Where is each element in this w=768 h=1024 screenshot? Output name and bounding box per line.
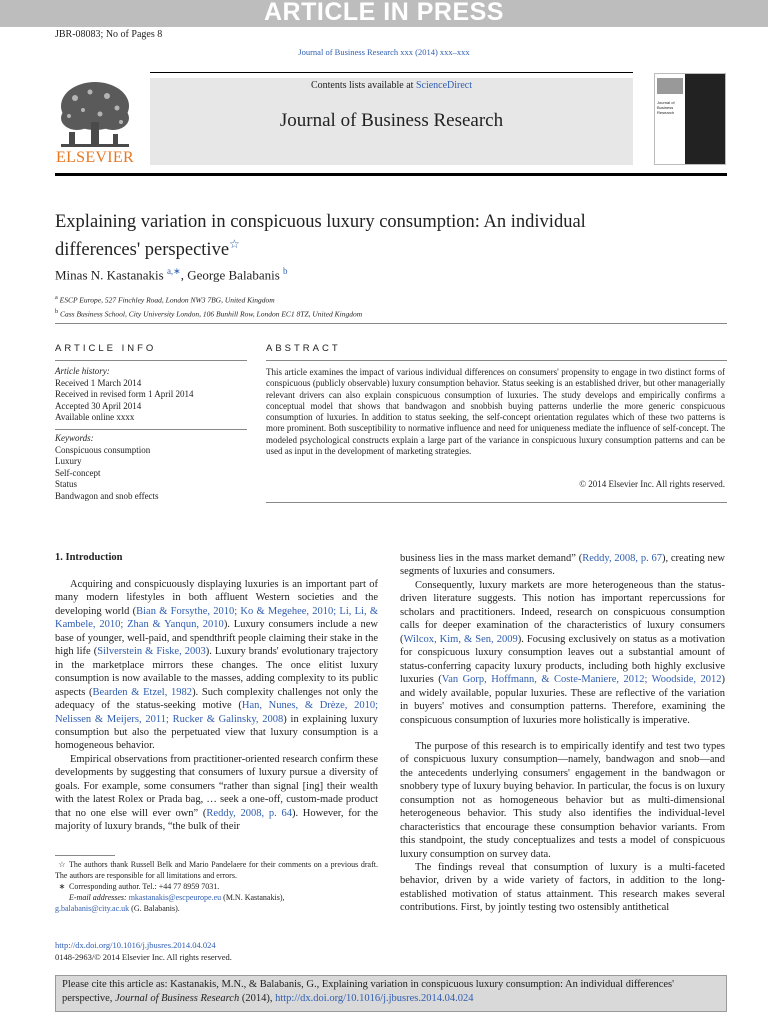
article-title bbox=[55, 211, 727, 261]
citation-link[interactable]: Wilcox, Kim, & Sen, 2009 bbox=[403, 633, 518, 645]
footnotes: ☆ The authors thank Russell Belk and Mario Pandelaere for their comments on a previous draft. The authors are responsible for all limitations and errors. ∗ Corresponding author. Tel.: +44 77 8959 7031. E-mail addresses: mkastanakis@escpeurope.eu (M.N. Kastanakis), g.balabanis@city.ac.uk (G. Balabanis). bbox=[55, 860, 378, 913]
right-paragraph-0: business lies in the mass market demand” (Reddy, 2008, p. 67), creating new segments of luxuries and consumers. bbox=[400, 553, 725, 578]
issn-line: 0148-2963/© 2014 Elsevier Inc. All rights reserved. bbox=[55, 952, 232, 962]
affil-a-mark: a bbox=[55, 294, 58, 301]
right-paragraph-3: The findings reveal that consumption of luxury is a multi-faceted behavior, driven by a wide variety of factors, in addition to the long-established motivation of status attainment. This research makes several contributions. First, by jointly testing two ostensibly antithetical bbox=[400, 862, 725, 914]
citation-link[interactable]: Han, Nunes, & Drèze, 2010; Nelissen & Meijers, 2011; Rucker & Galinsky, 2008 bbox=[55, 700, 378, 725]
banner-text: ARTICLE IN PRESS bbox=[264, 0, 504, 26]
abstract-text: This article examines the impact of various individual differences on consumers' propensity to engage in two distinct forms of conspicuous (publicly observable) luxury consumption behavior. Status seeking is an established driver, but other managerially relevant drivers can also explain conspicuous consumption of luxuries. The study develops and empirically confirms a conceptual model that shows that bandwagon and snobbish buying patterns underlie the more generic conspicuous consumption of luxuries. In addition to status seeking, the self-concept orientation regulates which of these two patterns is more prominent. Both susceptibility to normative influence and need for uniqueness mediate the influence of self-concept. The modeled psychological constructs explain a large part of the variance in conspicuous luxury consumption patterns and can be used as input in the development of marketing strategies. bbox=[266, 367, 725, 457]
acknowledgement-note: The authors thank Russell Belk and Mario Pandelaere for their comments on a previous draft. The authors are responsible for all limitations and errors. bbox=[55, 860, 378, 880]
citation-link[interactable]: Van Gorp, Hoffmann, & Coste-Maniere, 2012; Woodside, 2012 bbox=[441, 674, 722, 686]
history-accepted: Accepted 30 April 2014 bbox=[55, 400, 142, 411]
citation-link[interactable]: Reddy, 2008, p. 67 bbox=[582, 553, 662, 564]
affiliation-a: ESCP Europe, 527 Finchley Road, London NW3 7BG, United Kingdom bbox=[59, 295, 275, 305]
affiliations bbox=[55, 292, 362, 319]
abstract-label: ABSTRACT bbox=[266, 343, 341, 354]
email-link-kastanakis[interactable]: mkastanakis@escpeurope.eu bbox=[128, 893, 222, 902]
doi-link[interactable]: http://dx.doi.org/10.1016/j.jbusres.2014.04.024 bbox=[55, 940, 216, 950]
email-link-balabanis[interactable]: g.balabanis@city.ac.uk bbox=[55, 904, 130, 913]
title-footnote-star-icon[interactable]: ☆ bbox=[229, 237, 240, 251]
right-paragraph-1: Consequently, luxury markets are more heterogeneous than the status-driven literature suggests. This notion has important repercussions for scholars and practitioners. Indeed, research on conspicuous consumption calls for deeper examination of the characteristics of luxury consumers (Wilcox, Kim, & Sen, 2009). Focusing exclusively on status as a motivation for conspicuous luxury consumption leaves out a substantial amount of status-conferring capacity luxury products, including both highly exclusive luxuries (Van Gorp, Hoffmann, & Coste-Maniere, 2012; Woodside, 2012) and widely available, popular luxuries. These are reflective of the variation in buyers' motives and consumption patterns. Therefore, examining the conspicuous consumption of luxuries more holistically is imperative. bbox=[400, 580, 725, 726]
author-separator: , bbox=[180, 267, 188, 283]
keyword-item: Bandwagon and snob effects bbox=[55, 490, 159, 501]
history-label: Article history: bbox=[55, 366, 110, 376]
author-balabanis: George Balabanis bbox=[187, 267, 284, 283]
title-line-2: differences' perspective bbox=[55, 240, 230, 261]
sciencedirect-link[interactable]: ScienceDirect bbox=[415, 80, 473, 91]
keyword-item: Status bbox=[55, 479, 78, 489]
cover-dark-panel bbox=[685, 74, 725, 164]
citation-link[interactable]: Bian & Forsythe, 2010; Ko & Megehee, 2010; Li, Li, & Kambele, 2010; Zhan & Yanqun, 2010 bbox=[55, 605, 378, 631]
abstract-rule bbox=[266, 360, 727, 361]
footnote-star-icon: ☆ bbox=[58, 860, 66, 869]
section-heading-introduction: 1. Introduction bbox=[55, 552, 123, 563]
cover-image bbox=[657, 78, 683, 94]
jbr-id: JBR-08083; No of Pages 8 bbox=[55, 29, 163, 40]
author-kastanakis: Minas N. Kastanakis bbox=[55, 267, 167, 283]
author1-affil-mark[interactable]: a,∗ bbox=[166, 266, 181, 276]
contents-line bbox=[150, 80, 633, 91]
cover-title: Journal of Business Research bbox=[657, 100, 675, 115]
author2-affil-mark[interactable]: b bbox=[283, 266, 288, 276]
keyword-item: Luxury bbox=[55, 456, 82, 466]
author-line bbox=[55, 266, 288, 283]
journal-title: Journal of Business Research bbox=[279, 110, 504, 131]
affil-b-mark: b bbox=[55, 307, 59, 315]
journal-citation-link[interactable]: Journal of Business Research xxx (2014) xxx–xxx bbox=[298, 47, 470, 57]
history-revised: Received in revised form 1 April 2014 bbox=[55, 389, 194, 399]
citation-link[interactable]: Reddy, 2008, p. 64 bbox=[206, 807, 292, 819]
affiliation-b: Cass Business School, City University London, 106 Bunhill Row, London EC1 8TZ, United Kingdom bbox=[60, 309, 363, 318]
citation-link[interactable]: Bearden & Etzel, 1982 bbox=[92, 686, 193, 698]
right-paragraph-2: The purpose of this research is to empirically identify and test two types of conspicuous luxury consumption—namely, bandwagon and snob—and the antecedents underlying consumers' engagement in the bandwagon or snobbery type of luxury buying behavior. In particular, the focus is on luxury consumption not as homogeneous behavior but as multi-dimensional heterogeneous behavior. This study also identifies the individual-level characteristics that encourage these consumption behavior variants. From this standpoint, the study conceptualizes and tests a model of conspicuous luxury consumption on survey data. bbox=[400, 741, 725, 860]
intro-paragraph-1: Acquiring and conspicuously displaying luxuries is an important part of many modern lifestyles in both affluent Western societies and the developing world (Bian & Forsythe, 2010; Ko & Megehee, 2010; Li, Li, & Kambele, 2010; Zhan & Yanqun, 2010). Luxury consumers include a new base of younger, well-paid, and spendthrift people claiming their stake in the high life (Silverstein & Fiske, 2003). Luxury brands' evolutionary trajectory in the marketplace mirrors these changes. The once elitist luxury consumption is now available to the masses, adding complexity to its public aspects (Bearden & Etzel, 1982). Such complexity challenges not only the adequacy of the status-seeking motive (Han, Nunes, & Drèze, 2010; Nelissen & Meijers, 2011; Rucker & Galinsky, 2008) in explaining luxury consumption but also the perpetuated view that luxury consumption is a homogeneous behavior. bbox=[55, 579, 379, 752]
header-bottom-rule bbox=[55, 173, 727, 176]
keywords-block bbox=[55, 433, 247, 502]
footnote-rule bbox=[55, 855, 115, 856]
keyword-item: Self-concept bbox=[55, 467, 101, 478]
affil-rule bbox=[55, 323, 727, 324]
abstract-copyright: © 2014 Elsevier Inc. All rights reserved. bbox=[579, 479, 725, 489]
email-label: E-mail addresses: bbox=[69, 893, 129, 902]
citation-journal: Journal of Business Research bbox=[115, 993, 240, 1004]
contents-prefix: Contents lists available at bbox=[310, 80, 416, 91]
history-received: Received 1 March 2014 bbox=[55, 377, 142, 388]
keywords-rule bbox=[55, 429, 247, 430]
publisher-name: ELSEVIER bbox=[56, 149, 134, 166]
header-top-rule bbox=[150, 72, 633, 73]
article-info-rule bbox=[55, 360, 247, 361]
keyword-item: Conspicuous consumption bbox=[55, 444, 151, 455]
citation-text: Please cite this article as: Kastanakis, M.N., & Balabanis, G., Explaining variation in conspicuous luxury consumption: An individual differences' perspective, Journal of Business Research (2014), http://dx.doi.org/10.1016/j.jbusres.2014.04.024 bbox=[62, 979, 675, 1004]
corresponding-mark: ∗ bbox=[58, 882, 66, 891]
abstract-bottom-rule bbox=[266, 502, 727, 503]
history-online: Available online xxxx bbox=[55, 412, 135, 422]
citation-doi-link[interactable]: http://dx.doi.org/10.1016/j.jbusres.2014.04.024 bbox=[275, 993, 474, 1004]
citation-link[interactable]: Silverstein & Fiske, 2003 bbox=[97, 646, 206, 658]
article-info-label: ARTICLE INFO bbox=[55, 343, 157, 354]
keywords-label: Keywords: bbox=[55, 433, 94, 443]
article-history bbox=[55, 366, 247, 424]
journal-cover-thumbnail bbox=[654, 73, 726, 165]
title-line-1: Explaining variation in conspicuous luxury consumption: An individual bbox=[55, 212, 586, 232]
intro-paragraph-2: Empirical observations from practitioner-oriented research confirm these developments by suggesting that consumers of luxury pursue a diversity of goals. For example, some consumers “rather than signal [ing] their wealth with the latest Rolex or Prada bag, … seek a one-off, custom-made product that no one else will ever own” (Reddy, 2008, p. 64). However, for the majority of luxury brands, “the bulk of their bbox=[55, 754, 378, 833]
corresponding-note: Corresponding author. Tel.: +44 77 8959 7031. bbox=[69, 882, 220, 891]
